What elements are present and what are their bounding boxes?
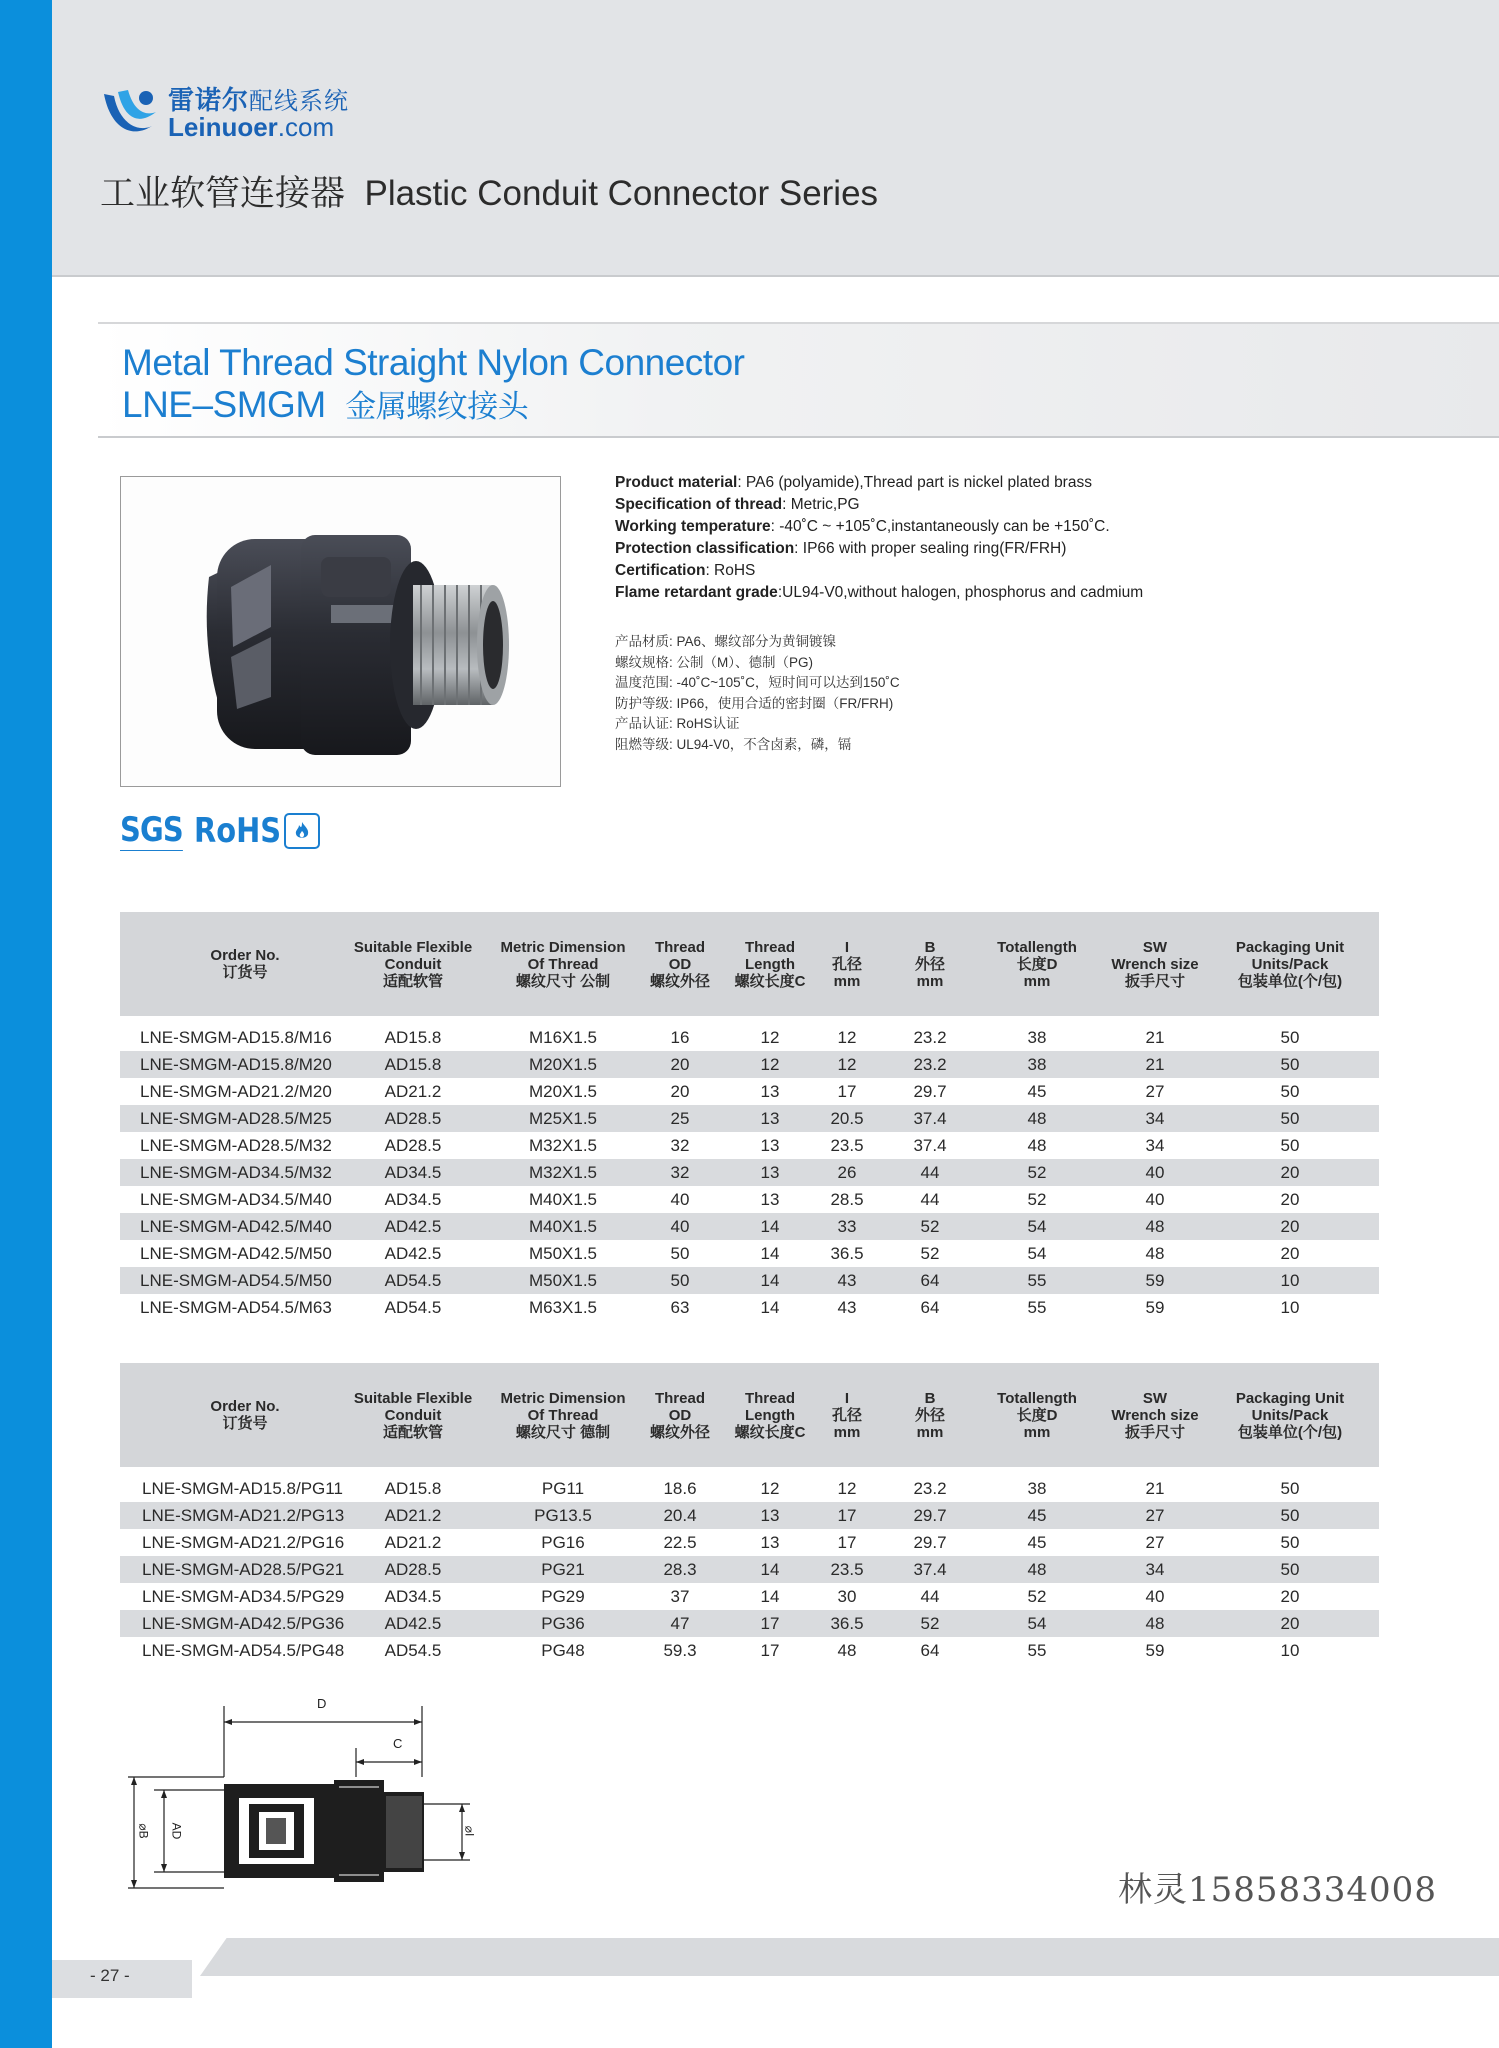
logo-mark-icon [100, 86, 162, 142]
spec-line: Flame retardant grade:UL94-V0,without halogen, phosphorus and cadmium [615, 584, 1144, 601]
cell-wrench-size: 48 [1145, 1614, 1165, 1633]
header-pack-unit: Packaging Unit Units/Pack 包装单位(个/包) [1235, 1389, 1345, 1441]
header-bore: I 孔径 mm [831, 1389, 862, 1441]
cell-total-length: 38 [1027, 1028, 1047, 1047]
table-header [120, 1363, 1379, 1467]
cell-outer-dia: 23.2 [913, 1479, 947, 1498]
cell-pack-unit: 50 [1280, 1506, 1300, 1525]
cell-thread-od: 40 [670, 1217, 690, 1236]
cell-wrench-size: 27 [1145, 1082, 1165, 1101]
cell-pack-unit: 20 [1280, 1163, 1300, 1182]
table-row [120, 1078, 1379, 1105]
table-body [120, 1024, 1379, 1321]
cell-order-no: LNE-SMGM-AD21.2/PG16 [142, 1533, 345, 1552]
cell-total-length: 52 [1027, 1163, 1047, 1182]
header-pack-unit: Packaging Unit Units/Pack 包装单位(个/包) [1235, 938, 1345, 990]
cell-outer-dia: 37.4 [913, 1109, 947, 1128]
spec-line-cn: 温度范围: -40˚C~105˚C，短时间可以达到150˚C [615, 675, 900, 690]
spec-line: Specification of thread: Metric,PG [615, 496, 860, 513]
cell-conduit: AD34.5 [384, 1163, 442, 1182]
header-thread-od: Thread OD 螺纹外径 [649, 938, 710, 990]
header-outer-dia: B 外径 mm [914, 938, 945, 990]
cell-pack-unit: 50 [1280, 1109, 1300, 1128]
cell-thread-length: 12 [760, 1055, 780, 1074]
cell-thread-od: 63 [670, 1298, 690, 1317]
contact-info: 林灵15858334008 [1118, 1870, 1437, 1910]
cell-thread-od: 50 [670, 1244, 690, 1263]
cell-thread-od: 47 [670, 1614, 690, 1633]
header-total-length: Totallength 长度D mm [997, 1389, 1077, 1441]
cell-bore: 12 [837, 1479, 857, 1498]
cell-thread-od: 50 [670, 1271, 690, 1290]
cell-order-no: LNE-SMGM-AD34.5/M32 [140, 1163, 332, 1182]
header-thread-dim: Metric Dimension Of Thread 螺纹尺寸 公制 [500, 938, 626, 990]
cell-bore: 17 [837, 1082, 857, 1101]
cell-thread-length: 13 [760, 1163, 780, 1182]
table-row [120, 1637, 1379, 1664]
table-row [120, 1105, 1379, 1132]
header-total-length: Totallength 长度D mm [997, 938, 1077, 990]
cell-thread-dim: M20X1.5 [528, 1082, 598, 1101]
cell-conduit: AD28.5 [384, 1560, 442, 1579]
table-row [120, 1213, 1379, 1240]
table-row [120, 1556, 1379, 1583]
cell-thread-od: 16 [670, 1028, 690, 1047]
cell-bore: 28.5 [830, 1190, 864, 1209]
cell-order-no: LNE-SMGM-AD34.5/M40 [140, 1190, 332, 1209]
cell-bore: 17 [837, 1533, 857, 1552]
cell-pack-unit: 50 [1280, 1533, 1300, 1552]
connector-photo-icon [121, 477, 560, 786]
brand-name-cn: 雷诺尔 [168, 84, 250, 115]
table-header [120, 912, 1379, 1016]
table-row [120, 1051, 1379, 1078]
cell-thread-length: 17 [760, 1614, 780, 1633]
cell-order-no: LNE-SMGM-AD42.5/M40 [140, 1217, 332, 1236]
cell-wrench-size: 59 [1145, 1271, 1165, 1290]
cell-pack-unit: 50 [1280, 1082, 1300, 1101]
brand-domain-ext: .com [277, 112, 335, 142]
header-conduit: Suitable Flexible Conduit 适配软管 [353, 938, 473, 990]
cell-order-no: LNE-SMGM-AD28.5/M32 [140, 1136, 332, 1155]
cell-conduit: AD34.5 [384, 1190, 442, 1209]
header-outer-dia: B 外径 mm [914, 1389, 945, 1441]
cell-conduit: AD21.2 [384, 1533, 442, 1552]
cell-total-length: 54 [1027, 1244, 1047, 1263]
cell-conduit: AD28.5 [384, 1109, 442, 1128]
cell-total-length: 48 [1027, 1560, 1047, 1579]
cell-wrench-size: 48 [1145, 1217, 1165, 1236]
cell-conduit: AD34.5 [384, 1587, 442, 1606]
cell-thread-dim: M16X1.5 [528, 1028, 598, 1047]
spec-line: Certification: RoHS [615, 562, 756, 579]
cell-thread-length: 17 [760, 1641, 780, 1660]
specs-chinese [615, 632, 900, 755]
cell-wrench-size: 21 [1145, 1479, 1165, 1498]
cell-outer-dia: 23.2 [913, 1028, 947, 1047]
table-row [120, 1294, 1379, 1321]
cell-outer-dia: 44 [920, 1190, 940, 1209]
cell-pack-unit: 20 [1280, 1190, 1300, 1209]
cell-thread-od: 40 [670, 1190, 690, 1209]
cell-thread-length: 14 [760, 1587, 780, 1606]
cell-pack-unit: 50 [1280, 1479, 1300, 1498]
cell-outer-dia: 44 [920, 1163, 940, 1182]
cell-conduit: AD54.5 [384, 1641, 442, 1660]
cell-pack-unit: 10 [1280, 1298, 1300, 1317]
cell-thread-od: 22.5 [663, 1533, 697, 1552]
cell-bore: 20.5 [830, 1109, 864, 1128]
spec-line-cn: 产品认证: RoHS认证 [615, 716, 740, 731]
cell-thread-od: 32 [670, 1163, 690, 1182]
cell-total-length: 48 [1027, 1136, 1047, 1155]
cell-thread-dim: PG13.5 [534, 1506, 592, 1525]
cell-total-length: 45 [1027, 1082, 1047, 1101]
cell-wrench-size: 48 [1145, 1244, 1165, 1263]
header-thread-length: Thread Length 螺纹长度C [734, 1389, 806, 1441]
cell-thread-length: 14 [760, 1217, 780, 1236]
cell-total-length: 38 [1027, 1055, 1047, 1074]
cell-thread-dim: PG36 [541, 1614, 585, 1633]
header-wrench-size: SW Wrench size 扳手尺寸 [1111, 938, 1199, 990]
cell-conduit: AD28.5 [384, 1136, 442, 1155]
metric-thread-table [120, 912, 1379, 1321]
header-bore: I 孔径 mm [831, 938, 862, 990]
table-row [120, 1529, 1379, 1556]
cell-outer-dia: 23.2 [913, 1055, 947, 1074]
cell-thread-dim: PG11 [541, 1479, 585, 1498]
cell-thread-length: 13 [760, 1190, 780, 1209]
cell-thread-dim: PG48 [541, 1641, 585, 1660]
cell-conduit: AD42.5 [384, 1217, 442, 1236]
page-number: - 27 - [90, 1966, 130, 1985]
cell-thread-length: 12 [760, 1479, 780, 1498]
product-title-en: Metal Thread Straight Nylon Connector [122, 342, 745, 383]
cell-total-length: 54 [1027, 1614, 1047, 1633]
cell-pack-unit: 50 [1280, 1028, 1300, 1047]
cell-bore: 23.5 [830, 1136, 864, 1155]
series-title-cn: 工业软管连接器 [100, 174, 346, 213]
cell-pack-unit: 10 [1280, 1641, 1300, 1660]
cell-conduit: AD54.5 [384, 1271, 442, 1290]
cell-bore: 12 [837, 1028, 857, 1047]
cell-order-no: LNE-SMGM-AD15.8/M20 [140, 1055, 332, 1074]
cell-thread-dim: PG16 [541, 1533, 585, 1552]
cell-conduit: AD42.5 [384, 1244, 442, 1263]
cell-conduit: AD54.5 [384, 1298, 442, 1317]
cell-total-length: 48 [1027, 1109, 1047, 1128]
header-thread-length: Thread Length 螺纹长度C [734, 938, 806, 990]
cell-wrench-size: 40 [1145, 1190, 1165, 1209]
cell-order-no: LNE-SMGM-AD21.2/M20 [140, 1082, 332, 1101]
cell-wrench-size: 34 [1145, 1109, 1165, 1128]
cell-thread-dim: M32X1.5 [528, 1163, 598, 1182]
cell-conduit: AD15.8 [384, 1055, 442, 1074]
cell-thread-length: 13 [760, 1533, 780, 1552]
cell-thread-od: 18.6 [663, 1479, 697, 1498]
specs-english [615, 472, 1143, 604]
spec-line: Protection classification: IP66 with proper sealing ring(FR/FRH) [615, 540, 1067, 557]
cell-total-length: 55 [1027, 1298, 1047, 1317]
dim-label-b: ⌀B [136, 1823, 151, 1839]
dim-label-i: ⌀I [462, 1825, 477, 1837]
cell-order-no: LNE-SMGM-AD21.2/PG13 [142, 1506, 345, 1525]
cell-conduit: AD15.8 [384, 1479, 442, 1498]
product-photo [120, 476, 561, 787]
dim-label-ad: AD [169, 1822, 184, 1840]
cell-total-length: 52 [1027, 1587, 1047, 1606]
brand-tagline-cn: 配线系统 [249, 87, 350, 115]
series-title-en: Plastic Conduit Connector Series [364, 174, 879, 213]
cell-thread-od: 37 [670, 1587, 690, 1606]
cell-outer-dia: 64 [920, 1271, 940, 1290]
spec-line-cn: 产品材质: PA6、螺纹部分为黄铜镀镍 [615, 634, 837, 649]
cell-order-no: LNE-SMGM-AD15.8/M16 [140, 1028, 332, 1047]
cell-bore: 26 [837, 1163, 857, 1182]
table-row [120, 1610, 1379, 1637]
cell-wrench-size: 40 [1145, 1587, 1165, 1606]
cell-outer-dia: 52 [920, 1217, 940, 1236]
cell-thread-length: 13 [760, 1082, 780, 1101]
cell-order-no: LNE-SMGM-AD54.5/PG48 [142, 1641, 345, 1660]
cell-pack-unit: 50 [1280, 1560, 1300, 1579]
cell-outer-dia: 52 [920, 1614, 940, 1633]
cell-order-no: LNE-SMGM-AD54.5/M50 [140, 1271, 332, 1290]
cell-thread-dim: M40X1.5 [528, 1190, 598, 1209]
cell-bore: 33 [837, 1217, 857, 1236]
cell-thread-od: 28.3 [663, 1560, 697, 1579]
cell-outer-dia: 37.4 [913, 1136, 947, 1155]
cell-wrench-size: 59 [1145, 1641, 1165, 1660]
cross-section-icon [124, 1692, 484, 1902]
cell-thread-dim: M32X1.5 [528, 1136, 598, 1155]
cell-outer-dia: 64 [920, 1641, 940, 1660]
cell-total-length: 45 [1027, 1533, 1047, 1552]
table-body [120, 1475, 1379, 1664]
table-row [120, 1267, 1379, 1294]
cell-outer-dia: 44 [920, 1587, 940, 1606]
table-row [120, 1132, 1379, 1159]
header-thread-dim: Metric Dimension Of Thread 螺纹尺寸 德制 [500, 1389, 626, 1441]
cell-outer-dia: 52 [920, 1244, 940, 1263]
cell-thread-length: 13 [760, 1109, 780, 1128]
cell-bore: 12 [837, 1055, 857, 1074]
cell-wrench-size: 40 [1145, 1163, 1165, 1182]
cell-pack-unit: 20 [1280, 1614, 1300, 1633]
cell-thread-dim: PG29 [541, 1587, 585, 1606]
cell-total-length: 52 [1027, 1190, 1047, 1209]
cell-order-no: LNE-SMGM-AD28.5/PG21 [142, 1560, 345, 1579]
header-conduit: Suitable Flexible Conduit 适配软管 [353, 1389, 473, 1441]
dim-label-d: D [317, 1696, 327, 1711]
cell-thread-od: 25 [670, 1109, 690, 1128]
cell-pack-unit: 20 [1280, 1217, 1300, 1236]
cell-thread-length: 14 [760, 1560, 780, 1579]
cell-wrench-size: 34 [1145, 1560, 1165, 1579]
table-row [120, 1240, 1379, 1267]
cell-order-no: LNE-SMGM-AD28.5/M25 [140, 1109, 332, 1128]
cell-conduit: AD42.5 [384, 1614, 442, 1633]
cell-bore: 36.5 [830, 1614, 864, 1633]
cell-thread-dim: M50X1.5 [528, 1271, 598, 1290]
table-row [120, 1502, 1379, 1529]
cell-outer-dia: 64 [920, 1298, 940, 1317]
dim-label-c: C [393, 1736, 403, 1751]
cell-bore: 17 [837, 1506, 857, 1525]
cell-outer-dia: 29.7 [913, 1506, 947, 1525]
cell-bore: 30 [837, 1587, 857, 1606]
cell-wrench-size: 59 [1145, 1298, 1165, 1317]
brand-logo [100, 86, 349, 142]
cell-thread-od: 20 [670, 1055, 690, 1074]
cell-outer-dia: 37.4 [913, 1560, 947, 1579]
cell-thread-dim: M40X1.5 [528, 1217, 598, 1236]
spec-line-cn: 防护等级: IP66，使用合适的密封圈（FR/FRH) [615, 695, 894, 711]
cell-order-no: LNE-SMGM-AD54.5/M63 [140, 1298, 332, 1317]
spec-line: Product material: PA6 (polyamide),Thread part is nickel plated brass [615, 474, 1092, 491]
cell-wrench-size: 21 [1145, 1055, 1165, 1074]
side-accent-bar [0, 0, 52, 2048]
cell-thread-length: 14 [760, 1244, 780, 1263]
spec-line-cn: 阻燃等级: UL94-V0，不含卤素，磷，镉 [615, 736, 852, 752]
cell-thread-length: 13 [760, 1136, 780, 1155]
cell-total-length: 55 [1027, 1641, 1047, 1660]
table-row [120, 1159, 1379, 1186]
footer-band [200, 1938, 1499, 1976]
table-row [120, 1186, 1379, 1213]
cell-thread-dim: M25X1.5 [528, 1109, 598, 1128]
cell-thread-dim: M50X1.5 [528, 1244, 598, 1263]
cell-thread-od: 20 [670, 1082, 690, 1101]
cell-wrench-size: 27 [1145, 1533, 1165, 1552]
cell-thread-length: 12 [760, 1028, 780, 1047]
cell-order-no: LNE-SMGM-AD15.8/PG11 [142, 1479, 343, 1498]
table-row [120, 1024, 1379, 1051]
certification-badges [120, 810, 320, 851]
cell-thread-od: 32 [670, 1136, 690, 1155]
flame-retardant-icon [284, 813, 320, 849]
cell-total-length: 38 [1027, 1479, 1047, 1498]
cell-conduit: AD21.2 [384, 1506, 442, 1525]
product-code: LNE–SMGM [122, 384, 326, 425]
cell-bore: 36.5 [830, 1244, 864, 1263]
cell-conduit: AD21.2 [384, 1082, 442, 1101]
pg-thread-table [120, 1363, 1379, 1664]
header-wrench-size: SW Wrench size 扳手尺寸 [1111, 1389, 1199, 1441]
header-order-no: Order No. 订货号 [210, 947, 280, 981]
cell-wrench-size: 34 [1145, 1136, 1165, 1155]
cell-total-length: 54 [1027, 1217, 1047, 1236]
cell-pack-unit: 50 [1280, 1055, 1300, 1074]
cell-total-length: 55 [1027, 1271, 1047, 1290]
cell-thread-dim: M20X1.5 [528, 1055, 598, 1074]
product-title [122, 342, 744, 428]
cell-thread-od: 59.3 [663, 1641, 697, 1660]
table-row [120, 1583, 1379, 1610]
cell-total-length: 45 [1027, 1506, 1047, 1525]
header-order-no: Order No. 订货号 [210, 1398, 280, 1432]
cell-order-no: LNE-SMGM-AD34.5/PG29 [142, 1587, 345, 1606]
spec-line: Working temperature: -40˚C ~ +105˚C,instantaneously can be +150˚C. [615, 518, 1110, 535]
cell-bore: 43 [837, 1271, 857, 1290]
dimension-diagram [124, 1692, 484, 1902]
cell-wrench-size: 27 [1145, 1506, 1165, 1525]
cell-order-no: LNE-SMGM-AD42.5/PG36 [142, 1614, 345, 1633]
cell-outer-dia: 29.7 [913, 1533, 947, 1552]
cell-bore: 48 [837, 1641, 857, 1660]
cell-bore: 43 [837, 1298, 857, 1317]
cell-thread-od: 20.4 [663, 1506, 697, 1525]
cell-pack-unit: 10 [1280, 1271, 1300, 1290]
cell-pack-unit: 50 [1280, 1136, 1300, 1155]
cell-wrench-size: 21 [1145, 1028, 1165, 1047]
cell-conduit: AD15.8 [384, 1028, 442, 1047]
cell-outer-dia: 29.7 [913, 1082, 947, 1101]
cell-thread-dim: PG21 [541, 1560, 585, 1579]
cell-pack-unit: 20 [1280, 1587, 1300, 1606]
cell-thread-length: 13 [760, 1506, 780, 1525]
rohs-badge: RoHS [193, 810, 282, 851]
cell-pack-unit: 20 [1280, 1244, 1300, 1263]
cell-bore: 23.5 [830, 1560, 864, 1579]
series-title [100, 166, 878, 216]
header-thread-od: Thread OD 螺纹外径 [649, 1389, 710, 1441]
cell-order-no: LNE-SMGM-AD42.5/M50 [140, 1244, 332, 1263]
cell-thread-length: 14 [760, 1271, 780, 1290]
cell-thread-length: 14 [760, 1298, 780, 1317]
brand-domain-main: Leinuoer [168, 112, 278, 142]
spec-line-cn: 螺纹规格: 公制（M）、德制（PG) [615, 654, 813, 670]
product-title-cn: 金属螺纹接头 [345, 389, 529, 424]
table-row [120, 1475, 1379, 1502]
sgs-badge: SGS [120, 810, 183, 850]
cell-thread-dim: M63X1.5 [528, 1298, 598, 1317]
